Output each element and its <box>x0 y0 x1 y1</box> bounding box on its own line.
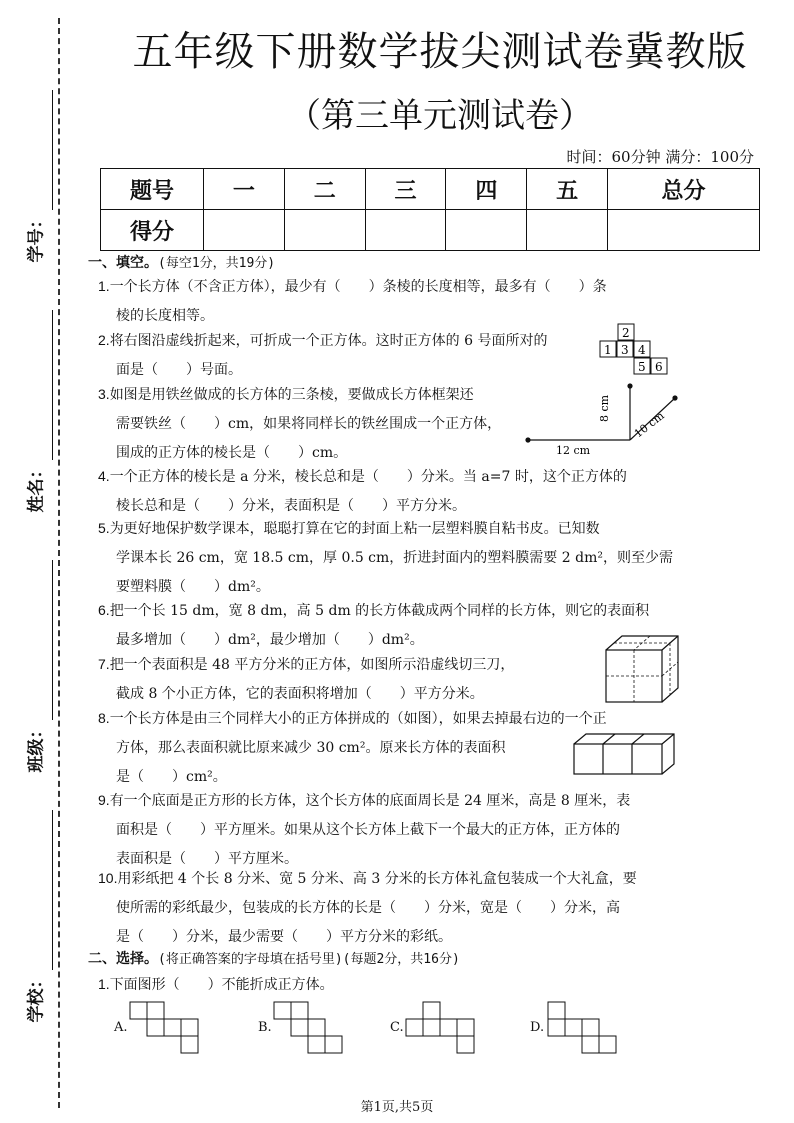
question-2 <box>98 326 588 385</box>
net-label: 5 <box>638 360 646 374</box>
page-footer: 第1页,共5页 <box>360 1100 434 1115</box>
net-label: 2 <box>622 326 630 340</box>
question-text: 为更好地保护数学课本，聪聪打算在它的封面上粘一层塑料膜自粘书皮。已知数 <box>109 521 600 537</box>
section1-heading <box>88 252 275 272</box>
question-6 <box>98 596 673 655</box>
score-row-label: 得分 <box>101 210 204 251</box>
question-4 <box>98 462 673 521</box>
score-cell[interactable] <box>284 210 365 251</box>
net-label: 4 <box>638 343 646 357</box>
question-text: 学课本长 26 cm，宽 18.5 cm，厚 0.5 cm，折进封面内的塑料膜需要 2 dm²，则至少需 <box>116 550 673 566</box>
question-5 <box>98 514 673 602</box>
question-text: 要塑料膜（ ）dm²。 <box>116 579 270 595</box>
option-a-label[interactable]: A. <box>114 1020 128 1035</box>
question-text: 最多增加（ ）dm²，最少增加（ ）dm²。 <box>116 632 424 648</box>
school-line <box>52 810 53 970</box>
score-table-header-row <box>101 169 760 210</box>
question-text: 表面积是（ ）平方厘米。 <box>116 851 298 867</box>
question-text: 将右图沿虚线折起来，可折成一个正方体。这时正方体的 6 号面所对的 <box>109 333 548 349</box>
score-header-cell: 五 <box>527 169 608 210</box>
section1-note: (每空1分，共19分) <box>158 256 276 271</box>
question-number: 10. <box>98 870 118 886</box>
question-text: 是（ ）分米，最少需要（ ）平方分米的彩纸。 <box>116 929 452 945</box>
question-text: 面积是（ ）平方厘米。如果从这个长方体上截下一个最大的正方体，正方体的 <box>116 822 620 838</box>
binding-dashed-line <box>58 18 60 1108</box>
question-text: 围成的正方体的棱长是（ ）cm。 <box>116 445 348 461</box>
wire-length-label: 12 cm <box>556 444 591 457</box>
question-number: 9. <box>98 792 110 808</box>
question-text: 有一个底面是正方形的长方体，这个长方体的底面周长是 24 厘米，高是 8 厘米，表 <box>109 793 631 809</box>
score-cell[interactable] <box>204 210 285 251</box>
question-number: 2. <box>98 332 110 348</box>
student-id-label: 学号： <box>26 211 47 263</box>
score-header-cell: 三 <box>365 169 446 210</box>
section2-note: (将正确答案的字母填在括号里)(每题2分，共16分) <box>158 952 460 967</box>
name-line <box>52 310 53 460</box>
option-b-label[interactable]: B. <box>258 1020 272 1035</box>
wire-frame-figure <box>520 380 690 460</box>
net-label: 6 <box>655 360 663 374</box>
question-number: 6. <box>98 602 110 618</box>
score-header-cell: 四 <box>446 169 527 210</box>
question-text: 面是（ ）号面。 <box>116 362 242 378</box>
net-label: 3 <box>621 343 629 357</box>
question-text: 截成 8 个小正方体，它的表面积将增加（ ）平方分米。 <box>116 686 484 702</box>
exam-meta: 时间：60分钟 满分：100分 <box>566 148 754 166</box>
class-line <box>52 560 53 720</box>
option-c-label[interactable]: C. <box>390 1020 404 1035</box>
question-3 <box>98 380 538 468</box>
question-number: 7. <box>98 656 110 672</box>
section1-title: 一、填空。 <box>88 255 158 271</box>
question-number: 1. <box>98 976 110 992</box>
score-header-cell: 二 <box>284 169 365 210</box>
class-label: 班级： <box>26 721 47 773</box>
question-text: 棱长总和是（ ）分米，表面积是（ ）平方分米。 <box>116 498 466 514</box>
option-a-net <box>128 1000 204 1056</box>
cut-cube-figure <box>600 632 690 706</box>
option-d-net <box>546 1000 622 1056</box>
question-number: 4. <box>98 468 110 484</box>
score-cell[interactable] <box>365 210 446 251</box>
three-cubes-figure <box>572 730 682 778</box>
section2-question-1 <box>98 970 673 1000</box>
score-table <box>100 168 760 251</box>
question-text: 把一个长 15 dm，宽 8 dm，高 5 dm 的长方体截成两个同样的长方体，则它的表面积 <box>109 603 650 619</box>
question-text: 把一个表面积是 48 平方分米的正方体，如图所示沿虚线切三刀， <box>109 657 515 673</box>
question-7 <box>98 650 598 709</box>
page-subtitle: （第三单元测试卷） <box>287 96 593 136</box>
question-text: 使所需的彩纸最少，包装成的长方体的长是（ ）分米，宽是（ ）分米，高 <box>116 900 620 916</box>
wire-height-label: 8 cm <box>598 394 611 422</box>
question-9 <box>98 786 673 874</box>
section2-heading <box>88 948 460 968</box>
question-text: 一个正方体的棱长是 a 分米，棱长总和是（ ）分米。当 a=7 时，这个正方体的 <box>109 469 627 485</box>
question-text: 方体，那么表面积就比原来减少 30 cm²。原来长方体的表面积 <box>116 740 506 756</box>
score-table-score-row <box>101 210 760 251</box>
question-text: 下面图形（ ）不能折成正方体。 <box>109 977 334 993</box>
question-text: 一个长方体（不含正方体），最少有（ ）条棱的长度相等，最多有（ ）条 <box>109 279 607 295</box>
question-number: 5. <box>98 520 110 536</box>
question-number: 8. <box>98 710 110 726</box>
score-cell[interactable] <box>527 210 608 251</box>
page-title: 五年级下册数学拔尖测试卷冀教版 <box>132 29 748 75</box>
name-label: 姓名： <box>26 461 47 513</box>
option-b-net <box>272 1000 348 1056</box>
question-number: 1. <box>98 278 110 294</box>
cube-net-figure <box>597 322 677 378</box>
wire-width-label: 10 cm <box>631 409 667 441</box>
question-text: 棱的长度相等。 <box>116 308 214 324</box>
question-text: 是（ ）cm²。 <box>116 769 227 785</box>
score-header-cell: 题号 <box>101 169 204 210</box>
question-text: 如图是用铁丝做成的长方体的三条棱，要做成长方体框架还 <box>109 387 474 403</box>
net-label: 1 <box>604 343 612 357</box>
section2-title: 二、选择。 <box>88 951 158 967</box>
question-text: 需要铁丝（ ）cm，如果将同样长的铁丝围成一个正方体， <box>116 416 502 432</box>
question-text: 用彩纸把 4 个长 8 分米、宽 5 分米、高 3 分米的长方体礼盒包装成一个大礼盒，要 <box>117 871 637 887</box>
score-cell[interactable] <box>608 210 760 251</box>
question-1 <box>98 272 673 331</box>
option-d-label[interactable]: D. <box>530 1020 545 1035</box>
question-text: 一个长方体是由三个同样大小的正方体拼成的（如图），如果去掉最右边的一个正 <box>109 711 607 727</box>
question-number: 3. <box>98 386 110 402</box>
question-10 <box>98 864 673 952</box>
option-c-net <box>404 1000 490 1056</box>
score-header-cell: 总分 <box>608 169 760 210</box>
score-header-cell: 一 <box>204 169 285 210</box>
student-id-line <box>52 90 53 210</box>
score-cell[interactable] <box>446 210 527 251</box>
school-label: 学校： <box>26 971 47 1023</box>
